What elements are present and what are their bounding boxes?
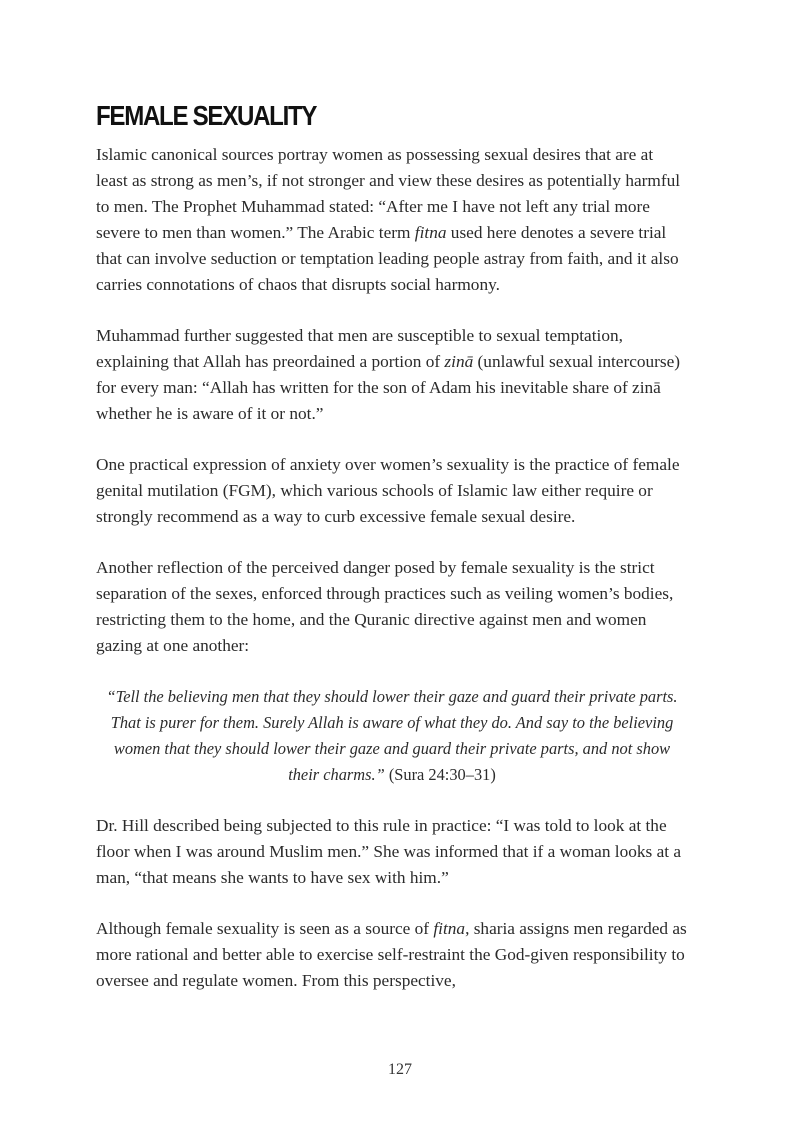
paragraph-6-text-b: , sharia assigns men regarded as more rational and better able to exercise self-restraint the God-given responsibility to oversee and regulate women. From this perspective,: [96, 919, 687, 990]
block-quote: [96, 684, 688, 788]
paragraph-1-text-b: used here denotes a severe trial that can involve seduction or temptation leading people astray from faith, and it also carries connotations of chaos that disrupts social harmony.: [96, 223, 679, 294]
paragraph-5: Dr. Hill described being subjected to this rule in practice: “I was told to look at the floor when I was around Muslim men.” She was informed that if a woman looks at a man, “that means she wants to have sex with him.”: [96, 816, 682, 887]
quote-text: “Tell the believing men that they should lower their gaze and guard their private parts. That is purer for them. Surely Allah is aware of what they do. And say to the believing women that they should lower their gaze and guard their private parts, and not show their charms.”: [106, 687, 678, 784]
paragraph-6-text-a: Although female sexuality is seen as a source of: [96, 919, 434, 938]
paragraph-3: One practical expression of anxiety over women’s sexuality is the practice of female genital mutilation (FGM), which various schools of Islamic law either require or strongly recommend as a way to curb excessive female sexual desire.: [96, 455, 680, 526]
paragraph-6: [96, 916, 688, 994]
paragraph-6-term: fitna: [433, 919, 466, 938]
page-number: 127: [388, 1061, 412, 1078]
paragraph-1-term: fitna: [414, 223, 447, 242]
page-body: [96, 96, 688, 1019]
paragraph-1: [96, 142, 688, 298]
section-heading: FEMALE SEXUALITY: [96, 100, 317, 131]
quote-citation: (Sura 24:30–31): [384, 765, 496, 784]
paragraph-4: Another reflection of the perceived danger posed by female sexuality is the strict separation of the sexes, enforced through practices such as veiling women’s bodies, restricting them to the home, and the Quranic directive against men and women gazing at one another:: [96, 558, 674, 655]
paragraph-2-text-b: (unlawful sexual intercourse) for every man: “Allah has written for the son of Adam his inevitable share of zinā whether he is aware of it or not.”: [96, 352, 681, 423]
paragraph-2-text-a: Muhammad further suggested that men are susceptible to sexual temptation, explaining that Allah has preordained a portion of: [96, 326, 623, 371]
paragraph-2-term: zinā: [444, 352, 474, 371]
paragraph-1-text-a: Islamic canonical sources portray women as possessing sexual desires that are at least as strong as men’s, if not stronger and view these desires as potentially harmful to men. The Prophet Muhammad stated: “After me I have not left any trial more severe to men than women.” The Arabic term: [96, 145, 681, 242]
paragraph-2: [96, 323, 688, 427]
